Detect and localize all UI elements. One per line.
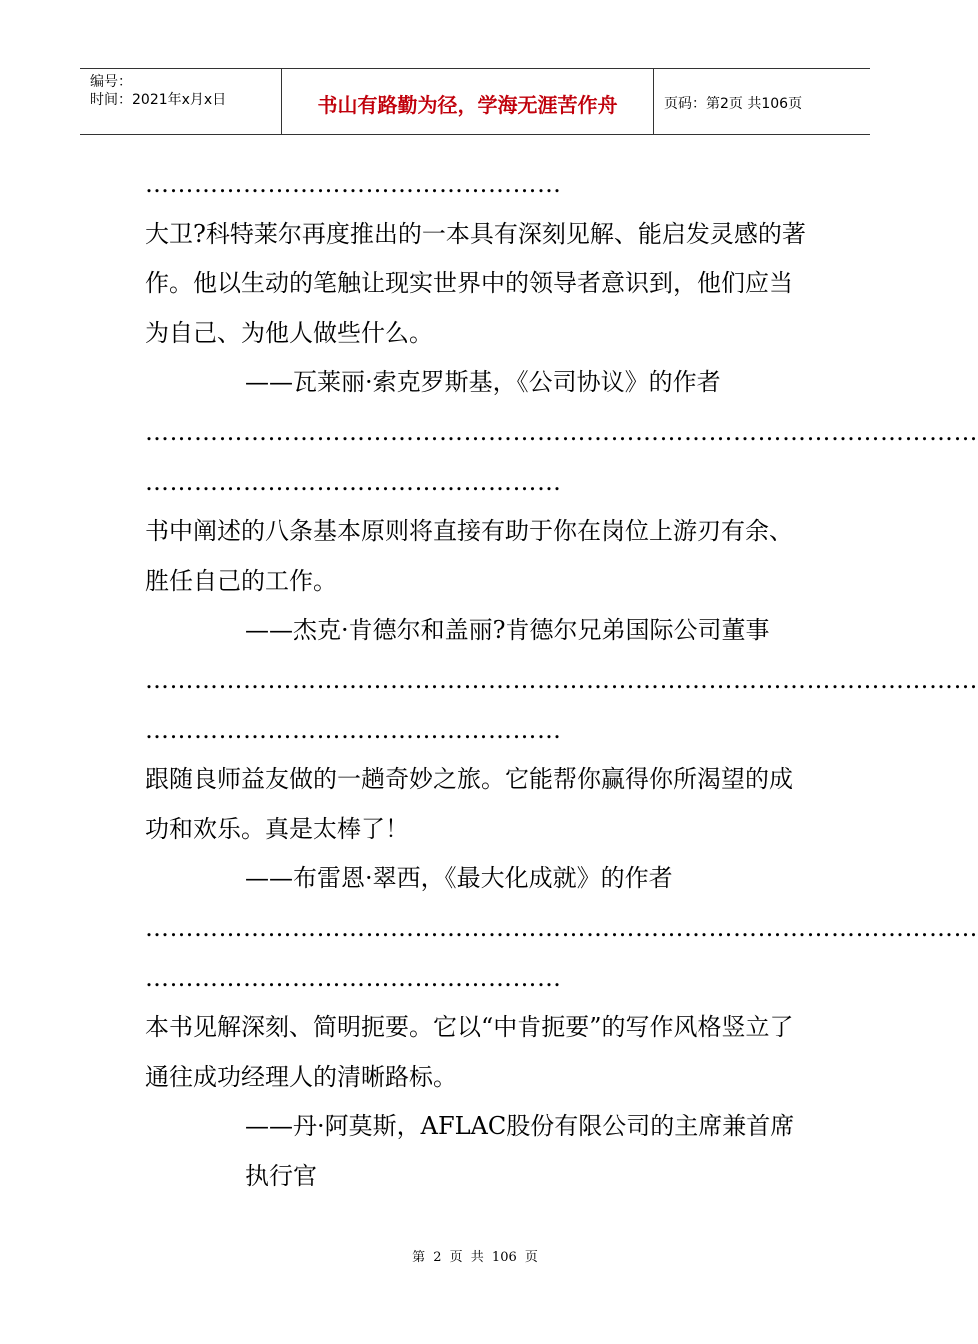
dotted-separator: …………………………………………… bbox=[145, 170, 562, 198]
header-page-info: 页码：第2页 共106页 bbox=[664, 95, 803, 112]
dotted-separator: ………………………………………………………………………………………… bbox=[145, 913, 978, 942]
dotted-separator: ………………………………………………………………………………………… bbox=[145, 417, 978, 446]
document-number-label: 编号： bbox=[90, 74, 132, 90]
dotted-separator: ………………………………………………………………………………………… bbox=[145, 665, 978, 694]
page-footer: 第 2 页 共 106 页 bbox=[412, 1250, 538, 1265]
dotted-separator: …………………………………………… bbox=[145, 467, 562, 496]
review-text: 本书见解深刻、简明扼要。它以“中肯扼要”的写作风格竖立了通往成功经理人的清晰路标。 bbox=[145, 1013, 794, 1091]
dotted-separator: …………………………………………… bbox=[145, 715, 562, 744]
review-attribution: ——瓦莱丽·索克罗斯基，《公司协议》的作者 bbox=[245, 368, 721, 397]
review-text: 大卫?科特莱尔再度推出的一本具有深刻见解、能启发灵感的著作。他以生动的笔触让现实世界中的领导者意识到，他们应当为自己、为他人做些什么。 bbox=[145, 219, 806, 347]
header-motto: 书山有路勤为径，学海无涯苦作舟 bbox=[282, 69, 654, 134]
review-attribution: ——布雷恩·翠西，《最大化成就》的作者 bbox=[245, 864, 673, 893]
header-meta bbox=[80, 69, 282, 134]
document-time-label: 时间：2021年x月x日 bbox=[90, 92, 227, 108]
review-text: 书中阐述的八条基本原则将直接有助于你在岗位上游刃有余、胜任自己的工作。 bbox=[145, 517, 793, 595]
review-text: 跟随良师益友做的一趟奇妙之旅。它能帮你赢得你所渴望的成功和欢乐。真是太棒了！ bbox=[145, 765, 793, 843]
review-attribution: ——丹·阿莫斯，AFLAC股份有限公司的主席兼首席执行官 bbox=[245, 1112, 795, 1190]
review-attribution: ——杰克·肯德尔和盖丽?肯德尔兄弟国际公司董事 bbox=[245, 616, 770, 645]
page-header bbox=[80, 68, 870, 135]
document-body bbox=[145, 160, 978, 1201]
dotted-separator: …………………………………………… bbox=[145, 963, 562, 992]
